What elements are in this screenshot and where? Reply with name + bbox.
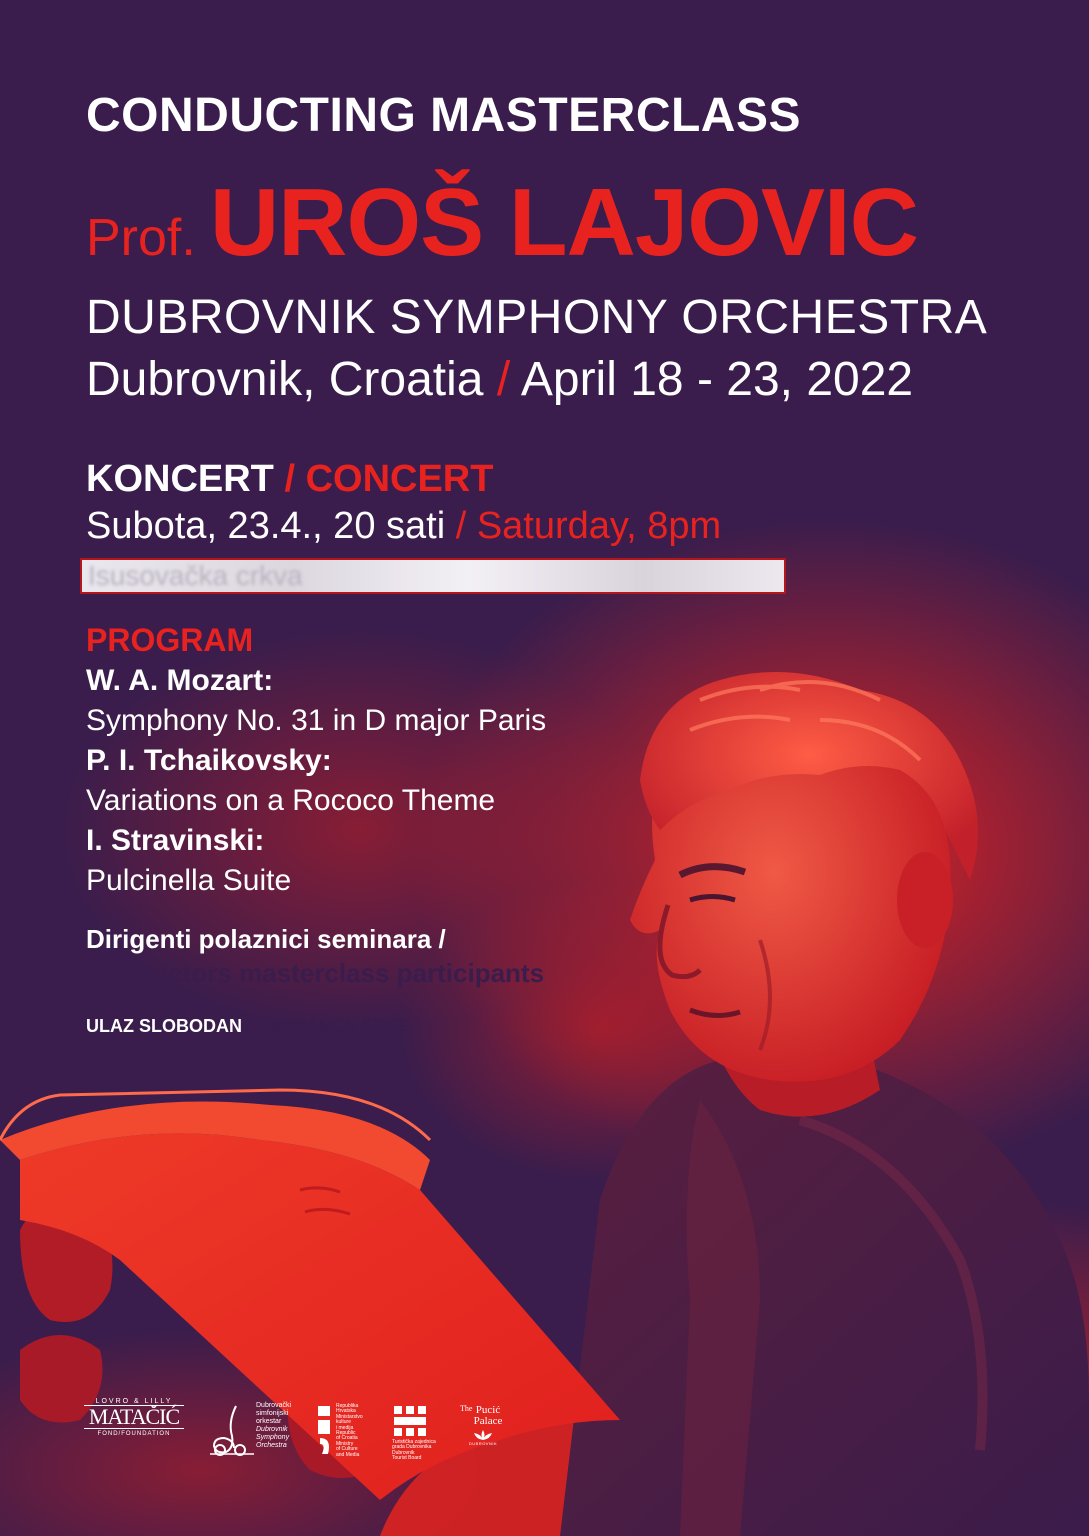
pucic-palace: Palace <box>473 1415 503 1427</box>
participants-en: Conductors masterclass participants <box>86 958 545 988</box>
ministry-line: Ministry <box>336 1440 354 1447</box>
dso-line: orkestar <box>256 1418 282 1425</box>
tz-line: grada Dubrovnika <box>392 1444 432 1451</box>
ministry-line: Republic <box>336 1430 356 1437</box>
composer-3: I. Stravinski: <box>86 824 265 857</box>
ministry-emblem-icon <box>316 1404 334 1456</box>
pucic-name: Pucić <box>475 1404 501 1416</box>
separator: / <box>483 353 521 406</box>
concert-time-hr: Subota, 23.4., 20 sati <box>86 505 446 547</box>
composer-1: W. A. Mozart: <box>86 664 274 697</box>
ministry-line: of Culture <box>336 1446 358 1453</box>
dso-line: Symphony <box>256 1434 290 1441</box>
tourist-board-emblem-icon <box>392 1404 428 1438</box>
entrance-hr: ULAZ SLOBODAN <box>86 1016 242 1036</box>
concert-label-hr: KONCERT <box>86 458 274 500</box>
matacic-top-text: LOVRO & LILLY <box>95 1398 173 1405</box>
location: Dubrovnik, Croatia <box>86 353 484 406</box>
ministry-text <box>336 1404 363 1458</box>
dso-line: simfonijski <box>256 1410 289 1417</box>
conductor-name-row <box>86 168 918 278</box>
ministry-logo <box>316 1404 376 1460</box>
tz-line: Tourist Board <box>392 1455 422 1462</box>
tourist-board-logo <box>392 1404 452 1460</box>
concert-time <box>86 505 721 548</box>
tz-line: Dubrovnik <box>392 1449 415 1456</box>
conductor-name: UROŠ LAJOVIC <box>209 169 918 276</box>
work-2: Variations on a Rococo Theme <box>86 784 496 817</box>
entrance-note <box>86 1016 410 1037</box>
prof-label: Prof. <box>86 209 196 267</box>
ministry-line: kulture <box>336 1419 352 1426</box>
participants-hr-text: Dirigenti polaznici seminara <box>86 924 432 954</box>
concert-time-en: / Saturday, 8pm <box>445 505 722 547</box>
event-title: CONDUCTING MASTERCLASS <box>86 89 801 142</box>
tz-line: Turistička zajednica <box>392 1439 436 1445</box>
dso-text <box>256 1402 291 1450</box>
concert-heading <box>86 458 493 501</box>
matacic-foundation-logo <box>84 1398 184 1437</box>
pucic-city: DUBROVNIK <box>468 1441 498 1446</box>
dates: April 18 - 23, 2022 <box>520 353 914 406</box>
pucic-the: The <box>460 1404 473 1413</box>
tourist-board-text <box>392 1440 436 1462</box>
dso-logo <box>208 1402 292 1458</box>
ministry-line: of Croatia <box>336 1435 358 1442</box>
dso-treble-icon <box>208 1402 256 1458</box>
orchestra-name: DUBROVNIK SYMPHONY ORCHESTRA <box>86 291 988 344</box>
ministry-line: and Media <box>336 1451 360 1458</box>
program-heading: PROGRAM <box>86 622 254 658</box>
entrance-en: / ENTRANCE FREE <box>242 1016 411 1036</box>
participants-hr <box>86 924 446 955</box>
matacic-name: MATAČIĆ <box>84 1405 184 1429</box>
ministry-line: i medija <box>336 1424 354 1431</box>
ministry-line: Hrvatska <box>336 1408 356 1415</box>
matacic-bottom-text: FOND/FOUNDATION <box>97 1431 171 1437</box>
participants-slash: / <box>431 924 446 954</box>
ministry-line: Ministarstvo <box>336 1413 363 1420</box>
dso-line: Dubrovnik <box>256 1426 288 1433</box>
concert-venue: Isusovačka crkva <box>88 560 303 591</box>
location-dates <box>86 352 913 407</box>
composer-2: P. I. Tchaikovsky: <box>86 744 332 777</box>
work-1: Symphony No. 31 in D major Paris <box>86 704 547 737</box>
work-3: Pulcinella Suite <box>86 864 292 897</box>
pucic-palace-logo <box>458 1404 508 1460</box>
ministry-line: Republika <box>336 1403 359 1409</box>
dso-line: Orchestra <box>256 1442 287 1449</box>
concert-label-en: / CONCERT <box>273 458 494 500</box>
dso-line: Dubrovački <box>256 1402 292 1409</box>
lotus-icon <box>473 1429 493 1441</box>
